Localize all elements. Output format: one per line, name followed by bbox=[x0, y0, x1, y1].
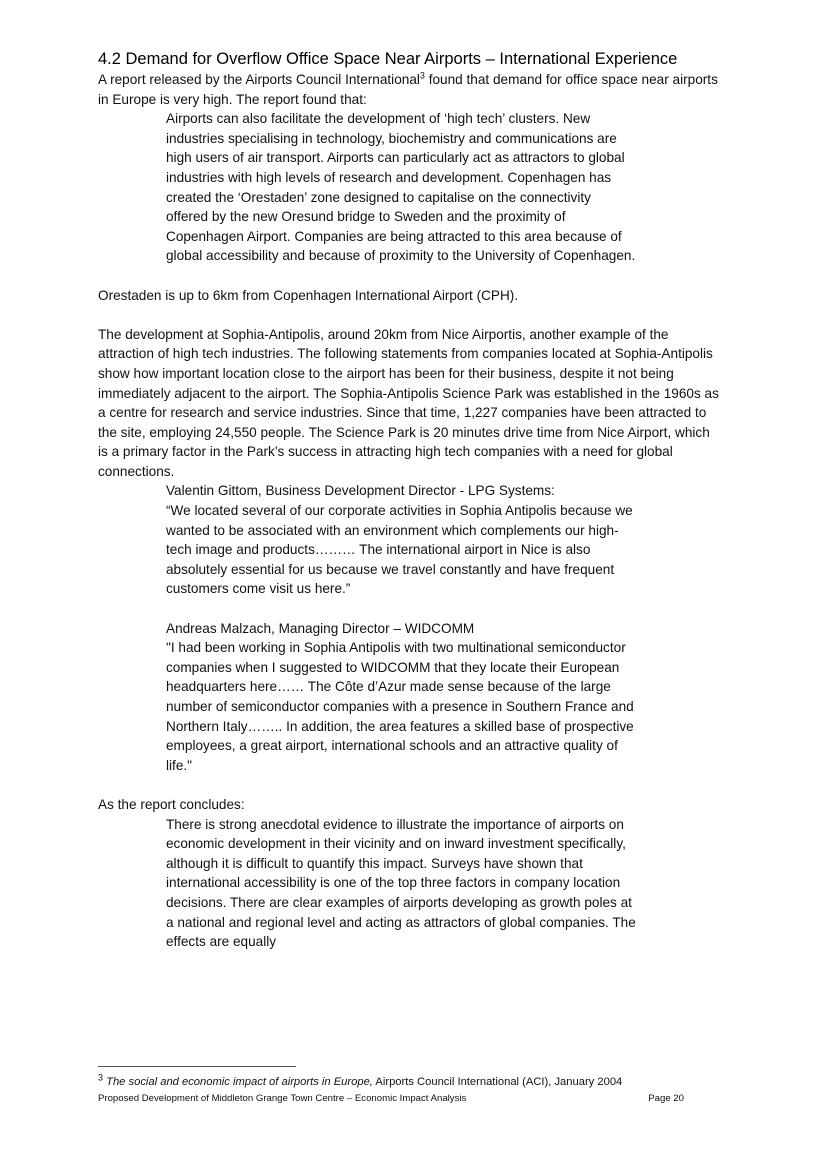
orestaden-paragraph: Orestaden is up to 6km from Copenhagen International Airport (CPH). bbox=[98, 287, 519, 303]
concludes-paragraph: As the report concludes: bbox=[98, 796, 245, 812]
footer-document-title: Proposed Development of Middleton Grange Town Centre – Economic Impact Analysis bbox=[98, 1093, 467, 1104]
footnote bbox=[98, 1072, 718, 1090]
section-heading: 4.2 Demand for Overflow Office Space Near Airports – International Experience bbox=[98, 50, 678, 68]
testimonial-gittom bbox=[166, 481, 636, 775]
footnote-reference[interactable]: 3 bbox=[419, 70, 425, 81]
report-quote-1 bbox=[166, 109, 636, 266]
intro-paragraph bbox=[98, 70, 720, 109]
footnote-number: 3 bbox=[98, 1072, 104, 1083]
testimonial-gittom-text: “We located several of our corporate activities in Sophia Antipolis because we wanted to be associated with an environment which complements our high-tech image and products……… The international airport in Nice is also absolutely essential for us because we travel constantly and have frequent customers come visit us here.” bbox=[166, 503, 633, 597]
report-quote-2 bbox=[166, 815, 636, 952]
footnote-title: The social and economic impact of airports in Europe, bbox=[106, 1076, 373, 1088]
report-quote-1-text: Airports can also facilitate the development of ‘high tech’ clusters. New industries specialising in technology, biochemistry and communications are high users of air transport. Airports can particularly act as attractors to global industries with high levels of research and development. Copenhagen has created the ‘Orestaden’ zone designed to capitalise on the connectivity offered by the new Oresund bridge to Sweden and the proximity of Copenhagen Airport. Companies are being attracted to this area because of global accessibility and because of proximity to the University of Copenhagen. bbox=[166, 111, 636, 264]
page-footer bbox=[98, 1092, 684, 1105]
testimonial-gittom-attribution: Valentin Gittom, Business Development Director - LPG Systems: bbox=[166, 483, 555, 499]
footnote-divider bbox=[98, 1066, 296, 1067]
report-quote-2-text: There is strong anecdotal evidence to illustrate the importance of airports on economic development in their vicinity and on inward investment specifically, although it is difficult to quantify this impact. Surveys have shown that international accessibility is one of the top three factors in company location decisions. There are clear examples of airports developing as growth poles at a national and regional level and acting as attractors of global companies. The effects are equally bbox=[166, 816, 636, 950]
intro-text: A report released by the Airports Council International bbox=[98, 72, 420, 87]
intro-text-continued: found that demand for office space near airports in Europe is very high. The report found that: bbox=[98, 72, 718, 107]
page-number: Page 20 bbox=[648, 1093, 684, 1104]
sophia-antipolis-paragraph: The development at Sophia-Antipolis, around 20km from Nice Airportis, another example of the attraction of high tech industries. The following statements from companies located at Sophia-Antipolis show how important location close to the airport has been for their business, despite it not being immediately adjacent to the airport. The Sophia-Antipolis Science Park was established in the 1960s as a centre for research and service industries. Since that time, 1,227 companies have been attracted to the site, employing 24,550 people. The Science Park is 20 minutes drive time from Nice Airport, which is a primary factor in the Park’s success in attracting high tech companies with a need for global connections. bbox=[98, 326, 719, 479]
testimonial-malzach-text: "I had been working in Sophia Antipolis with two multinational semiconductor companies when I suggested to WIDCOMM that they locate their European headquarters here…… The Côte d’Azur made sense because of the large number of semiconductor companies with a presence in Southern France and Northern Italy…….. In addition, the area features a skilled base of prospective employees, a great airport, international schools and an attractive quality of life." bbox=[166, 640, 634, 773]
footnote-source: Airports Council International (ACI), January 2004 bbox=[372, 1076, 623, 1088]
testimonial-malzach-attribution: Andreas Malzach, Managing Director – WIDCOMM bbox=[166, 620, 475, 636]
document-body bbox=[98, 48, 720, 952]
